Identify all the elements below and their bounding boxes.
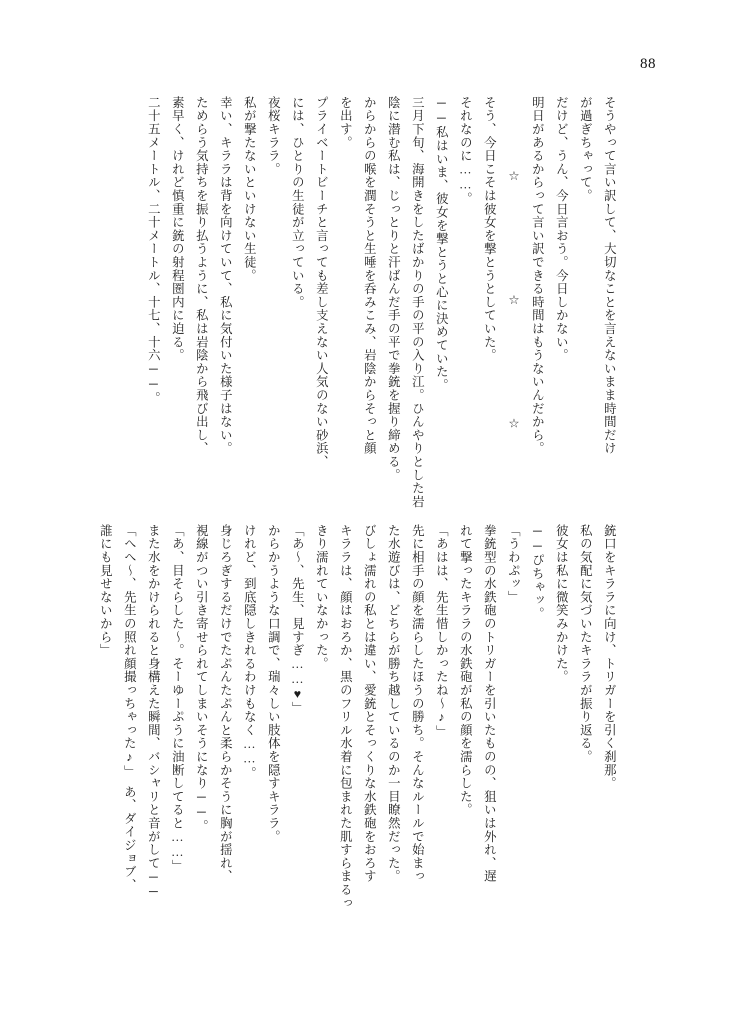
text-column: 私の気配に気づいたキララが振り返る。 bbox=[578, 524, 593, 764]
text-column: 「あ～、先生、見すぎ……♥」 bbox=[290, 524, 305, 715]
text-column: そう、今日こそは彼女を撃とうとしていた。 bbox=[482, 96, 497, 362]
text-column: 幸い、キララは背を向けていて、私に気付いた様子はない。 bbox=[218, 96, 233, 456]
text-column-wrap bbox=[45, 524, 164, 972]
text-column: きり濡れていなかった。 bbox=[314, 524, 329, 671]
text-column: からからの喉を潤そうと生唾を呑みこみ、岩陰からそっと顔 bbox=[362, 96, 377, 456]
text-column: 三月下旬、海開きをしたばかりの手の平の入り江。ひんやりとした岩 bbox=[410, 96, 425, 509]
text-column-wrap bbox=[93, 96, 212, 514]
text-column: 銃口をキララに向け、トリガーを引く刹那。 bbox=[602, 524, 617, 790]
text-column: また水をかけられると身構えた瞬間、バシャリと音がして── bbox=[146, 524, 161, 900]
text-column: には、ひとりの生徒が立っている。 bbox=[290, 96, 305, 309]
text-column: 彼女は私に微笑みかけた。 bbox=[554, 524, 569, 684]
page-number: 88 bbox=[640, 56, 656, 72]
text-column: 「あ、目そらした～。そーゆーぷうに油断してると……」 bbox=[170, 524, 185, 873]
text-column: びしょ濡れの私とは違い、愛銃とそっくりな水鉄砲をおろす bbox=[362, 524, 377, 884]
section-break-stars: ☆ ☆ ☆ bbox=[506, 168, 521, 459]
text-column: 「あはは、先生惜しかったね～♪」 bbox=[434, 524, 449, 739]
text-column: 誰にも見せないから」 bbox=[98, 524, 113, 657]
text-column: 身じろぎするだけでたぷんたぷんと柔らかそうに胸が揺れ、 bbox=[218, 524, 233, 884]
text-column: た水遊びは、どちらが勝ち越しているのか一目瞭然だった。 bbox=[386, 524, 401, 884]
text-column: それなのに……。 bbox=[458, 96, 473, 206]
text-column: 先に相手の顔を濡らしたほうの勝ち。そんなルールで始まっ bbox=[410, 524, 425, 884]
text-column: 二十五メートル、二十メートル、十七、十六──。 bbox=[146, 96, 161, 406]
text-column: 「へへ～、先生の照れ顔撮っちゃった♪」 あ、ダイジョブ、 bbox=[122, 524, 137, 892]
text-column: 明日があるからって言い訳できる時間はもうないんだから。 bbox=[530, 96, 545, 456]
text-column: 夜桜キララ。 bbox=[266, 96, 281, 176]
text-column: ──私はいま、彼女を撃とうと心に決めていた。 bbox=[434, 96, 449, 392]
text-column: ためらう気持ちを振り払うように、私は岩陰から飛び出し、 bbox=[194, 96, 209, 456]
text-column: からかうような口調で、瑞々しい肢体を隠すキララ。 bbox=[266, 524, 281, 844]
text-column: 「うわぷッ」 bbox=[506, 524, 521, 604]
text-column: けれど、到底隠しきれるわけもなく……。 bbox=[242, 524, 257, 780]
text-column: 視線がつい引き寄せられてしまいそうになり──。 bbox=[194, 524, 209, 834]
text-column: 陰に潜む私は、じっとりと汗ばんだ手の平で拳銃を握り締める。 bbox=[386, 96, 401, 482]
text-column: 素早く、けれど慎重に銃の射程圏内に迫る。 bbox=[170, 96, 185, 362]
text-column: を出す。 bbox=[338, 96, 353, 150]
text-column: 私が撃たないといけない生徒。 bbox=[242, 96, 257, 283]
text-column: 拳銃型の水鉄砲のトリガーを引いたものの、狙いは外れ、遅 bbox=[482, 524, 497, 884]
text-column: だけど、うん、今日言おう。今日しかない。 bbox=[554, 96, 569, 362]
text-column: れて撃ったキララの水鉄砲が私の顔を濡らした。 bbox=[458, 524, 473, 817]
text-column: プライベートビーチと言っても差し支えない人気のない砂浜、 bbox=[314, 96, 329, 469]
text-column: が過ぎちゃって。 bbox=[578, 96, 593, 203]
text-column: ──ぴちゃッ。 bbox=[530, 524, 545, 621]
text-column: そうやって言い訳して、大切なことを言えないまま時間だけ bbox=[602, 96, 617, 456]
text-column: キララは、顔はおろか、黒のフリル水着に包まれた肌すらまるっ bbox=[338, 524, 353, 910]
